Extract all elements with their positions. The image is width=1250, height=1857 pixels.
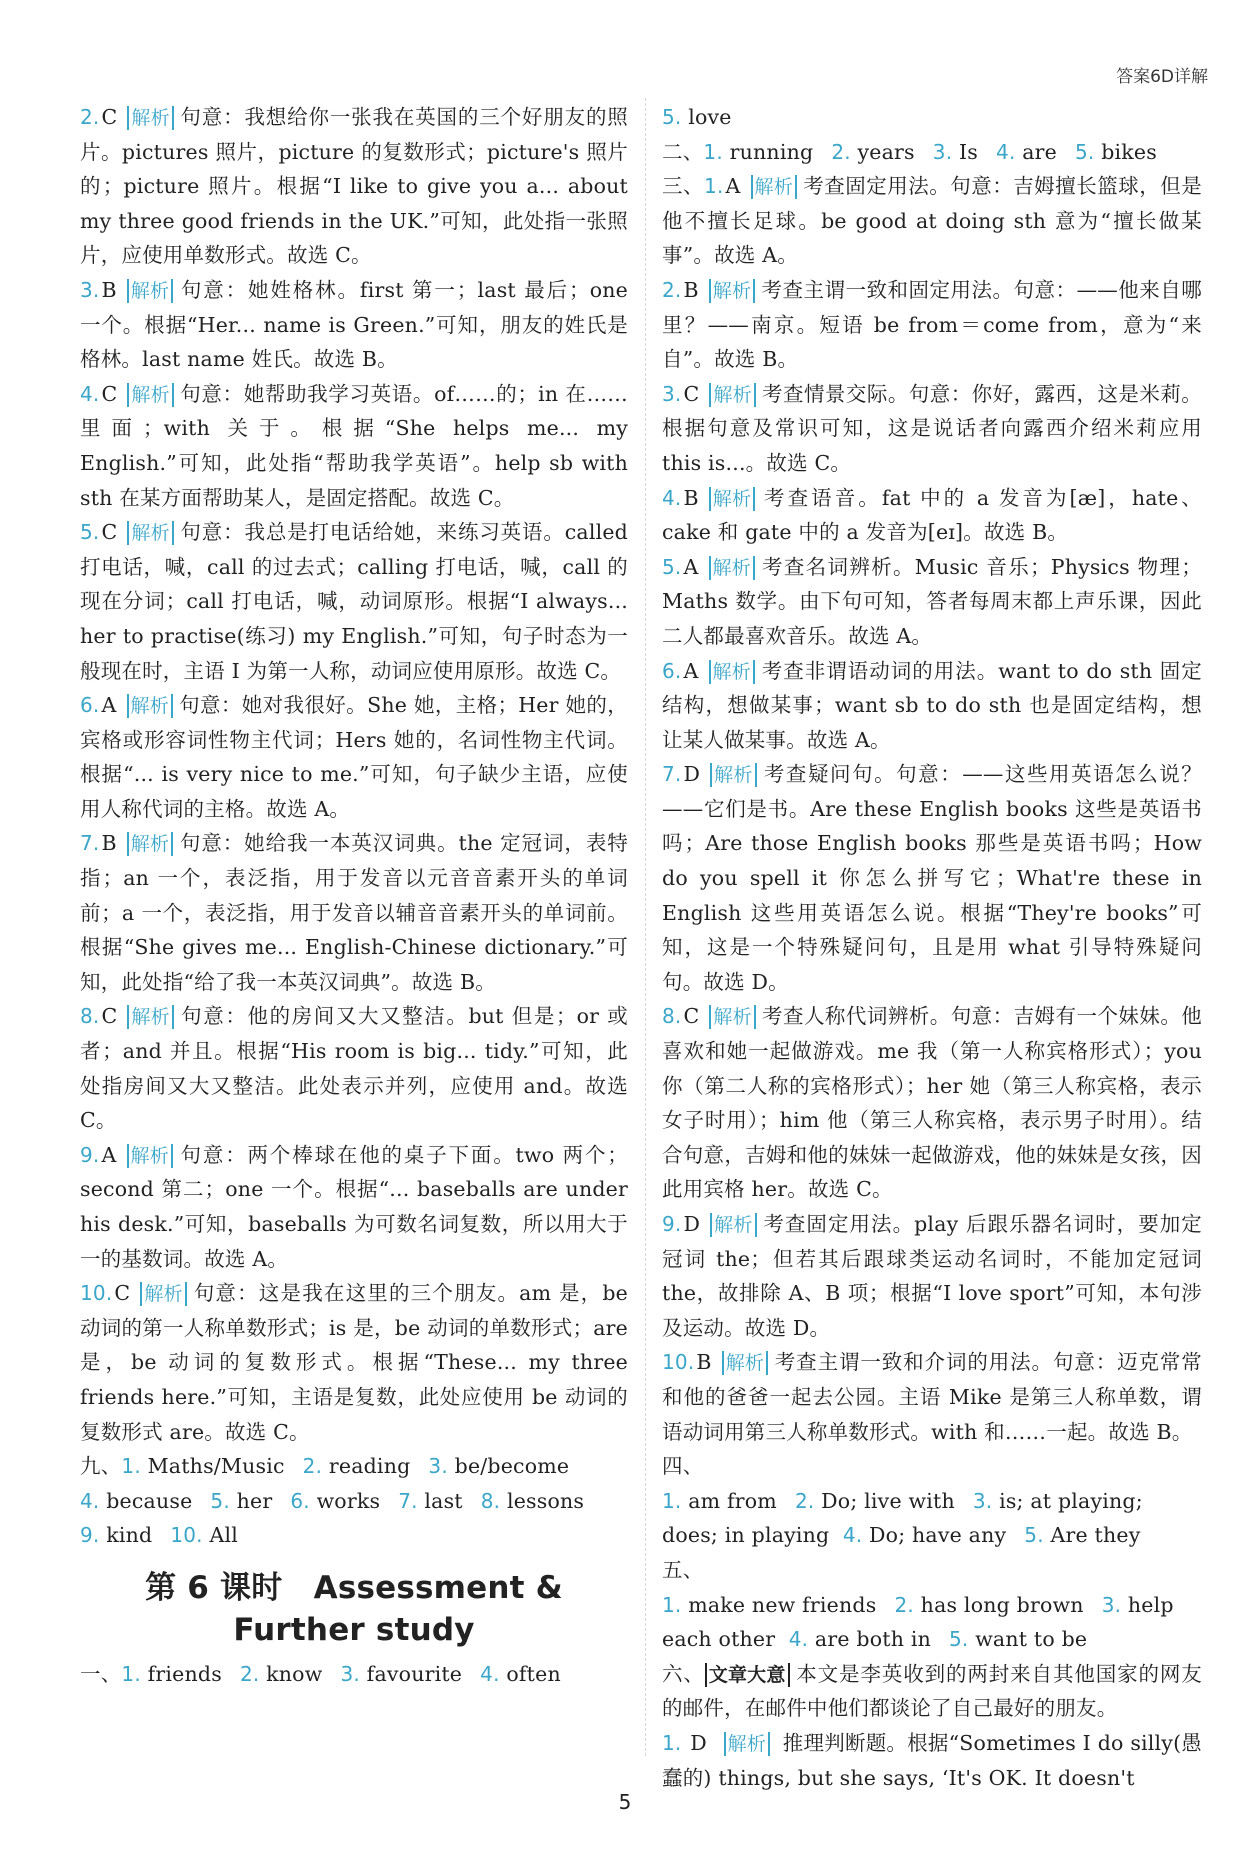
answer-letter: C xyxy=(683,1004,700,1029)
section-label: 一、 xyxy=(80,1661,122,1686)
question-number: 2. xyxy=(239,1661,260,1686)
fill-answer xyxy=(480,1662,561,1686)
answer-letter: D xyxy=(683,762,701,787)
answer-text: Maths/Music xyxy=(147,1454,285,1479)
answer-text: love xyxy=(688,105,732,129)
analysis-tag: 解析 xyxy=(127,832,173,856)
question-number: 2. xyxy=(894,1592,914,1617)
answer-item xyxy=(80,515,628,688)
section-label: 四、 xyxy=(662,1454,704,1479)
question-number: 2. xyxy=(831,139,851,164)
question-number: 5. xyxy=(948,1627,969,1652)
analysis-tag: 解析 xyxy=(722,1351,768,1375)
answer-text: be/become xyxy=(454,1454,570,1479)
answer-letter: B xyxy=(683,277,699,302)
answer-text: years xyxy=(857,139,915,164)
question-number: 3. xyxy=(932,139,953,164)
answer-letter: C xyxy=(101,1004,118,1029)
left-column xyxy=(80,100,628,1692)
answer-item xyxy=(80,100,628,273)
answer-text: am from xyxy=(688,1488,777,1513)
analysis-text: 推理判断题。根据“Sometimes I do silly(愚蠢的) things, but she says, ‘It's OK. It doesn't xyxy=(662,1730,1203,1790)
fill-answer xyxy=(428,1454,569,1478)
question-number: 9. xyxy=(80,1142,100,1167)
question-number: 4. xyxy=(662,485,682,510)
question-number: 5. xyxy=(662,105,682,129)
analysis-tag: 解析 xyxy=(709,487,755,511)
analysis-tag: 解析 xyxy=(751,175,797,199)
section-5 xyxy=(662,1553,1202,1657)
section-label: 二、 xyxy=(662,139,704,164)
answer-item xyxy=(80,1276,628,1449)
answer-item xyxy=(662,1207,1202,1345)
fill-answer xyxy=(973,1489,1143,1513)
fill-answer xyxy=(933,140,978,164)
fill-answer xyxy=(1102,1593,1174,1617)
answer-item xyxy=(662,481,1202,550)
question-number: 6. xyxy=(80,693,100,718)
lesson-heading xyxy=(80,1567,628,1651)
analysis-text: 句意：她姓格林。first 第一；last 最后；one 一个。根据“Her... name is Green.”可知，朋友的姓氏是格林。last name 姓氏。故选 B。 xyxy=(80,277,628,372)
analysis-tag: 解析 xyxy=(140,1282,186,1306)
answer-letter: B xyxy=(696,1350,712,1375)
fill-answer xyxy=(662,1489,777,1513)
answer-letter: A xyxy=(683,554,699,579)
fill-answer xyxy=(703,140,813,164)
analysis-tag: 解析 xyxy=(710,1213,756,1237)
analysis-tag: 解析 xyxy=(127,1144,173,1168)
section-label: 五、 xyxy=(662,1557,704,1582)
page-number: 5 xyxy=(618,1790,632,1814)
question-number: 10. xyxy=(80,1281,113,1306)
summary-text: 本文是李英收到的两封来自其他国家的网友的邮件，在邮件中他们都谈论了自己最好的朋友。 xyxy=(662,1661,1202,1721)
answer-text: Is xyxy=(958,139,979,164)
fill-answer xyxy=(894,1593,1083,1617)
answer-text: kind xyxy=(106,1523,153,1548)
question-number: 5. xyxy=(80,520,100,545)
analysis-tag: 解析 xyxy=(709,383,755,407)
analysis-text: 考查主谓一致和介词的用法。句意：迈克常常和他的爸爸一起去公园。主语 Mike 是第三人称单数，谓语动词用第三人称单数形式。with 和……一起。故选 B。 xyxy=(662,1350,1202,1444)
analysis-tag: 解析 xyxy=(709,279,755,303)
answer-letter: B xyxy=(101,277,117,302)
question-number: 7. xyxy=(662,762,682,787)
section-6 xyxy=(662,1657,1202,1726)
question-number: 5. xyxy=(210,1488,230,1513)
answer-letter: C xyxy=(101,520,118,545)
analysis-tag: 解析 xyxy=(127,1005,173,1029)
analysis-tag: 解析 xyxy=(710,763,756,787)
lesson-heading-line2: Further study xyxy=(233,1611,475,1648)
section-label: 三、 xyxy=(662,174,705,199)
fill-answer xyxy=(290,1489,380,1513)
question-number: 3. xyxy=(80,277,100,302)
answer-item xyxy=(662,377,1202,481)
question-number: 9. xyxy=(80,1523,100,1548)
analysis-tag: 解析 xyxy=(127,521,173,545)
lesson-heading-line1: 第 6 课时 Assessment & xyxy=(145,1569,563,1606)
fill-answer xyxy=(80,1523,152,1547)
fill-answer xyxy=(398,1489,463,1513)
answer-text: running xyxy=(729,139,814,164)
answer-text: reading xyxy=(328,1454,411,1479)
question-number: 1. xyxy=(121,1661,141,1686)
fill-answer xyxy=(996,140,1057,164)
answer-item xyxy=(662,273,1202,377)
answer-letter: C xyxy=(114,1281,131,1306)
column-divider xyxy=(645,98,646,1756)
answer-item xyxy=(662,654,1202,758)
answer-item xyxy=(80,377,628,515)
question-number: 3. xyxy=(972,1488,993,1513)
section-label: 九、 xyxy=(80,1454,122,1479)
answer-text: All xyxy=(209,1523,238,1548)
analysis-text: 考查情景交际。句意：你好，露西，这是米莉。根据句意及常识可知，这是说话者向露西介绍米莉应用 this is...。故选 C。 xyxy=(662,381,1202,475)
answer-letter: A xyxy=(725,174,741,199)
analysis-text: 考查固定用法。play 后跟乐器名词时，要加定冠词 the；但若其后跟球类运动名词时，不能加定冠词 the，故排除 A、B 项；根据“I love sport”可知，本句涉及运动。故选 D。 xyxy=(662,1212,1202,1340)
fill-answer xyxy=(949,1627,1087,1651)
answer-text: Do; have any xyxy=(869,1523,1007,1548)
analysis-text: 句意：她对我很好。She 她，主格；Her 她的，宾格或形容词性物主代词；Hers 她的，名词性物主代词。根据“... is very nice to me.”可知，句子缺少主语，应使用人称代词的主格。故选 A。 xyxy=(80,693,628,821)
answer-item xyxy=(80,826,628,999)
question-number: 4. xyxy=(842,1523,863,1548)
analysis-text: 句意：我想给你一张我在英国的三个好朋友的照片。pictures 照片，picture 的复数形式；picture's 照片的；picture 照片。根据“I like to give you a... about my three good friends in the UK.”可知，此处指一张照片，应使用单数形式。故选 C。 xyxy=(80,105,628,268)
answer-item xyxy=(80,688,628,826)
answer-text: make new friends xyxy=(688,1592,877,1617)
answer-text: bikes xyxy=(1101,139,1157,164)
section-9 xyxy=(80,1449,628,1553)
question-number: 1. xyxy=(662,1488,682,1513)
analysis-text: 考查非谓语动词的用法。want to do sth 固定结构，想做某事；want sb to do sth 也是固定结构，想让某人做某事。故选 A。 xyxy=(662,658,1202,752)
question-number: 7. xyxy=(398,1488,418,1513)
question-number: 3. xyxy=(428,1454,448,1479)
answer-text: is; at playing; xyxy=(999,1488,1143,1513)
fill-answer xyxy=(170,1523,238,1547)
question-number: 1. xyxy=(703,139,723,164)
answer-item xyxy=(662,757,1202,999)
section-6-question-1 xyxy=(662,1726,1202,1795)
answer-text: Are they xyxy=(1050,1523,1141,1548)
answer-text: because xyxy=(106,1488,193,1513)
answer-text: often xyxy=(506,1661,561,1686)
fill-answer xyxy=(303,1454,411,1478)
question-number: 7. xyxy=(80,831,100,856)
question-number: 4. xyxy=(80,1488,100,1513)
analysis-tag: 解析 xyxy=(724,1732,770,1756)
answer-item xyxy=(662,1345,1202,1449)
question-number: 1. xyxy=(704,174,724,199)
section-2 xyxy=(662,135,1202,170)
fill-answer xyxy=(831,140,914,164)
question-number: 4. xyxy=(996,139,1016,164)
answer-text: lessons xyxy=(506,1488,585,1513)
analysis-tag: 解析 xyxy=(127,106,173,130)
analysis-tag: 解析 xyxy=(127,279,173,303)
question-number: 6. xyxy=(662,658,682,683)
answer-letter: A xyxy=(683,658,699,683)
analysis-text: 考查人称代词辨析。句意：吉姆有一个妹妹。他喜欢和她一起做游戏。me 我（第一人称宾格形式）；you 你（第二人称的宾格形式）；her 她（第三人称宾格，表示女子时用）；him 他（第三人称宾格，表示男子时用）。结合句意，吉姆和他的妹妹一起做游戏，他的妹妹是女孩，因此用宾格 her。故选 C。 xyxy=(662,1004,1202,1202)
fill-answer xyxy=(843,1523,1006,1547)
question-number: 1. xyxy=(121,1454,141,1479)
answer-text: friends xyxy=(147,1661,222,1686)
answer-letter: D xyxy=(690,1730,707,1755)
fill-answer xyxy=(789,1627,931,1651)
answer-text: each other xyxy=(662,1627,776,1652)
analysis-text: 句意：两个棒球在他的桌子下面。two 两个；second 第二；one 一个。根据“... baseballs are under his desk.”可知，baseballs 为可数名词复数，所以用大于一的基数词。故选 A。 xyxy=(80,1142,628,1271)
question-number: 10. xyxy=(662,1350,695,1375)
analysis-text: 考查主谓一致和固定用法。句意：——他来自哪里？——南京。短语 be from＝come from，意为“来自”。故选 B。 xyxy=(662,277,1202,372)
fill-answer xyxy=(662,1593,876,1617)
answer-letter: C xyxy=(101,381,118,406)
answer-text: works xyxy=(316,1488,381,1513)
answer-item xyxy=(80,1138,628,1276)
fill-answer xyxy=(240,1662,323,1686)
answer-letter: A xyxy=(101,693,117,718)
answer-item xyxy=(662,169,1202,273)
analysis-text: 考查疑问句。句意：——这些用英语怎么说？——它们是书。Are these English books 这些是英语书吗；Are those English books 那些是英语书吗；How do you spell it 你怎么拼写它；What're these in English 这些用英语怎么说。根据“They're books”可知，这是一个特殊疑问句，且是用 what 引导特殊疑问句。故选 D。 xyxy=(662,762,1202,994)
summary-tag: 文章大意 xyxy=(705,1663,790,1687)
fill-answer xyxy=(210,1489,272,1513)
answer-text: does; in playing xyxy=(662,1523,830,1548)
question-number: 2. xyxy=(662,277,682,302)
analysis-tag: 解析 xyxy=(127,694,173,718)
analysis-text: 考查固定用法。句意：吉姆擅长篮球，但是他不擅长足球。be good at doing sth 意为“擅长做某事”。故选 A。 xyxy=(662,174,1202,268)
question-number: 4. xyxy=(788,1627,809,1652)
answer-text: want to be xyxy=(975,1627,1088,1652)
analysis-text: 考查名词辨析。Music 音乐；Physics 物理；Maths 数学。由下句可知，答者每周末都上声乐课，因此二人都最喜欢音乐。故选 A。 xyxy=(662,554,1202,648)
answer-letter: C xyxy=(101,105,118,129)
fill-answer xyxy=(121,1454,284,1478)
question-number: 2. xyxy=(794,1488,815,1513)
question-number: 8. xyxy=(480,1488,501,1513)
analysis-tag: 解析 xyxy=(709,660,755,684)
answer-letter: D xyxy=(683,1212,701,1236)
answer-text: know xyxy=(266,1661,323,1686)
answer-letter: B xyxy=(101,831,117,856)
left-answer-list xyxy=(80,100,628,1449)
fill-answer xyxy=(80,1489,192,1513)
fill-answer xyxy=(662,105,732,129)
answer-letter: A xyxy=(101,1142,117,1167)
answer-text: her xyxy=(236,1488,273,1513)
answer-item xyxy=(662,999,1202,1207)
fill-answer xyxy=(795,1489,955,1513)
question-number: 3. xyxy=(662,381,682,406)
page-header: 答案6D详解 xyxy=(1116,67,1208,87)
fill-answer xyxy=(481,1489,584,1513)
question-number: 3. xyxy=(340,1661,360,1686)
question-number: 5. xyxy=(662,554,682,579)
fill-answer xyxy=(1024,1523,1140,1547)
question-number: 9. xyxy=(662,1212,682,1236)
analysis-tag: 解析 xyxy=(709,1005,755,1029)
section-label: 六、 xyxy=(662,1661,705,1686)
right-column xyxy=(662,100,1202,1795)
section-1 xyxy=(80,1657,628,1692)
question-number: 10. xyxy=(170,1523,203,1548)
answer-text: last xyxy=(424,1488,463,1513)
answer-text: are both in xyxy=(814,1627,931,1652)
answer-text: are xyxy=(1022,139,1057,164)
analysis-tag: 解析 xyxy=(709,556,755,580)
section-4 xyxy=(662,1449,1202,1553)
analysis-text: 句意：我总是打电话给她，来练习英语。called 打电话，喊，call 的过去式；calling 打电话，喊，call 的现在分词；call 打电话，喊，动词原形。根据“I always... her to practise(练习) my English.”可知，句子时态为一般现在时，主语 I 为第一人称，动词应使用原形。故选 C。 xyxy=(80,520,628,683)
question-number: 2. xyxy=(302,1454,323,1479)
question-number: 6. xyxy=(290,1488,310,1513)
analysis-text: 考查语音。fat 中的 a 发音为[æ]，hate、cake 和 gate 中的 a 发音为[eɪ]。故选 B。 xyxy=(662,485,1202,545)
analysis-text: 句意：他的房间又大又整洁。but 但是；or 或者；and 并且。根据“His room is big... tidy.”可知，此处指房间又大又整洁。此处表示并列，应使用 and。故选 C。 xyxy=(80,1004,628,1133)
right-answer-list xyxy=(662,169,1202,1449)
fill-answer xyxy=(121,1662,222,1686)
question-number: 4. xyxy=(480,1661,500,1686)
question-number: 5. xyxy=(1024,1523,1044,1548)
analysis-tag: 解析 xyxy=(127,383,173,407)
answer-text: has long brown xyxy=(920,1592,1084,1617)
analysis-text: 句意：这是我在这里的三个朋友。am 是，be 动词的第一人称单数形式；is 是，be 动词的单数形式；are 是，be 动词的复数形式。根据“These... my three friends here.”可知，主语是复数，此处应使用 be 动词的复数形式 are。故选 C。 xyxy=(80,1281,628,1444)
question-number: 2. xyxy=(80,105,100,129)
fill-answer xyxy=(340,1662,462,1686)
question-number: 1. xyxy=(662,1730,682,1755)
answer-item xyxy=(662,550,1202,654)
answer-text: favourite xyxy=(366,1661,463,1686)
answer-text: help xyxy=(1127,1592,1174,1617)
question-number: 8. xyxy=(80,1004,100,1029)
question-number: 3. xyxy=(1101,1592,1122,1617)
fill-answer xyxy=(1075,140,1157,164)
question-number: 8. xyxy=(662,1004,682,1029)
analysis-text: 句意：她帮助我学习英语。of……的；in 在……里面；with 关于。根据“She helps me... my English.”可知，此处指“帮助我学英语”。help sb with sth 在某方面帮助某人，是固定搭配。故选 C。 xyxy=(80,381,628,510)
answer-letter: C xyxy=(683,381,700,406)
answer-letter: B xyxy=(683,485,699,510)
question-number: 5. xyxy=(1074,139,1095,164)
analysis-text: 句意：她给我一本英汉词典。the 定冠词，表特指；an 一个，表泛指，用于发音以元音音素开头的单词前；a 一个，表泛指，用于发音以辅音音素开头的单词前。根据“She gives me... English-Chinese dictionary.”可知，此处指“给了我一本英汉词典”。故选 B。 xyxy=(80,831,628,994)
question-number: 4. xyxy=(80,381,100,406)
answer-item xyxy=(80,999,628,1137)
question-number: 1. xyxy=(662,1592,682,1617)
answer-item xyxy=(80,273,628,377)
answer-text: Do; live with xyxy=(821,1488,955,1513)
